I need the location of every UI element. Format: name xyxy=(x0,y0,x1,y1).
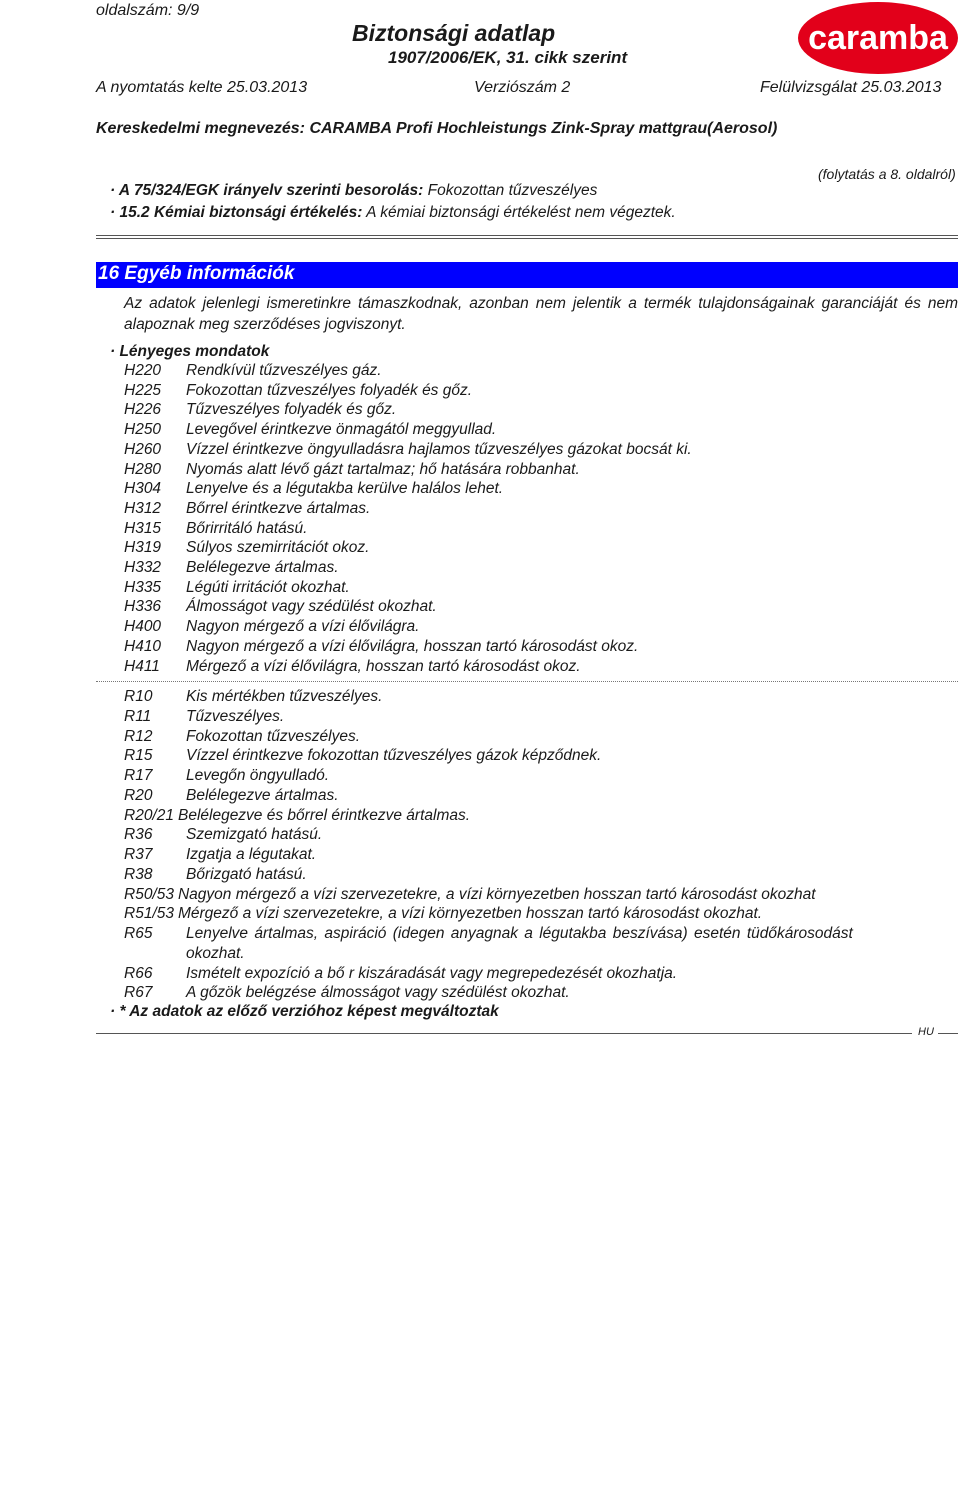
r-phrase-code: R15 xyxy=(124,747,153,765)
h-statement-code: H319 xyxy=(124,539,162,557)
print-date: A nyomtatás kelte 25.03.2013 xyxy=(96,79,308,96)
r-phrase-row xyxy=(124,787,339,805)
r-phrase-text: Tűzveszélyes. xyxy=(186,707,285,725)
h-statement-row xyxy=(124,638,638,656)
h-statement-row xyxy=(124,401,396,419)
h-statement-code: H336 xyxy=(124,598,162,616)
r-phrase-text: Belélegezve ártalmas. xyxy=(186,786,339,804)
page-number: oldalszám: 9/9 xyxy=(96,2,200,19)
h-statement-row xyxy=(124,559,339,577)
r-phrase-row xyxy=(124,886,816,904)
h-statement-text: Belélegezve ártalmas. xyxy=(186,559,339,576)
trade-name: Kereskedelmi megnevezés: CARAMBA Profi Hochleistungs Zink-Spray mattgrau(Aerosol) xyxy=(96,120,778,137)
r-phrase-row xyxy=(124,747,601,765)
changes-note: · * Az adatok az előző verzióhoz képest megváltoztak xyxy=(110,1003,499,1020)
r-phrase-text: A gőzök belégzése álmosságot vagy szédülést okozhat. xyxy=(186,984,570,1002)
footer-line xyxy=(96,1033,912,1034)
h-statement-row xyxy=(124,362,382,380)
r-phrase-code: R67 xyxy=(124,984,153,1002)
language-code: HU xyxy=(918,1026,934,1038)
r-phrase-text: Belélegezve és bőrrel érintkezve ártalmas. xyxy=(177,806,471,824)
h-statement-row xyxy=(124,500,370,518)
h-statement-row xyxy=(124,441,692,459)
r-phrase-row xyxy=(124,866,307,884)
r-phrase-text: Bőrizgató hatású. xyxy=(186,865,307,883)
h-statement-text: Nagyon mérgező a vízi élővilágra, hosszan tartó károsodást okoz. xyxy=(186,637,639,655)
r-phrase-code: R37 xyxy=(124,846,153,863)
h-statement-code: H410 xyxy=(124,637,162,655)
chemical-safety-value: A kémiai biztonsági értékelést nem végeztek. xyxy=(366,204,676,221)
footer-line-end xyxy=(938,1033,958,1034)
r-phrase-code: R50/53 xyxy=(124,885,174,903)
h-statement-row xyxy=(124,461,580,479)
h-statement-text: Légúti irritációt okozhat. xyxy=(186,578,350,596)
h-statement-code: H400 xyxy=(124,618,162,636)
h-statement-text: Nagyon mérgező a vízi élővilágra. xyxy=(186,618,420,636)
r-phrase-text: Mérgező a vízi szervezetekre, a vízi környezetben hosszan tartó károsodást okozhat. xyxy=(177,905,763,923)
r-phrase-row xyxy=(124,925,958,943)
h-statement-code: H312 xyxy=(124,499,162,517)
h-statement-code: H250 xyxy=(124,421,162,439)
logo-text: caramba xyxy=(808,19,948,57)
r-phrase-row xyxy=(124,688,382,706)
r-phrase-row xyxy=(124,984,570,1002)
h-statement-text: Tűzveszélyes folyadék és gőz. xyxy=(186,401,397,419)
h-statement-code: H260 xyxy=(124,440,162,458)
h-statement-code: H220 xyxy=(124,362,162,379)
h-statement-text: Levegővel érintkezve önmagától meggyullad. xyxy=(186,421,497,439)
h-statement-text: Bőrrel érintkezve ártalmas. xyxy=(186,499,371,517)
r-phrase-code: R20/21 xyxy=(124,806,174,824)
r-phrase-row xyxy=(124,708,284,726)
classification-line xyxy=(110,182,597,200)
h-statement-text: Nyomás alatt lévő gázt tartalmaz; hő hatására robbanhat. xyxy=(186,460,580,478)
r-phrase-code: R65 xyxy=(124,925,153,942)
r-phrase-text: Ismételt expozíció a bő r kiszáradását vagy megrepedezését okozhatja. xyxy=(186,964,678,982)
revision-date: Felülvizsgálat 25.03.2013 xyxy=(760,79,942,96)
section-intro: Az adatok jelenlegi ismeretinkre támaszkodnak, azonban nem jelentik a termék tulajdonságainak garanciáját és nem alapoznak meg szerződéses jogviszonyt. xyxy=(124,295,958,333)
r-phrase-code: R51/53 xyxy=(124,905,174,923)
h-statement-row xyxy=(124,421,496,439)
h-statement-row xyxy=(124,382,472,400)
r-phrase-row xyxy=(124,905,762,923)
h-statement-row xyxy=(124,579,350,597)
r-phrase-text: Vízzel érintkezve fokozottan tűzveszélyes gázok képződnek. xyxy=(186,747,602,765)
classification-label: · A 75/324/EGK irányelv szerinti besorolás: xyxy=(110,182,424,199)
r-phrase-row xyxy=(124,728,360,746)
h-statement-row xyxy=(124,658,581,676)
caramba-logo xyxy=(796,0,960,78)
r-phrase-row xyxy=(124,846,316,864)
h-statement-code: H411 xyxy=(124,657,160,675)
r-phrase-code: R36 xyxy=(124,826,153,844)
r-phrase-row xyxy=(124,767,329,785)
h-statement-text: Lenyelve és a légutakba kerülve halálos lehet. xyxy=(186,480,504,498)
h-statement-row xyxy=(124,598,437,616)
r-phrase-text: Kis mértékben tűzveszélyes. xyxy=(186,688,383,705)
r-phrase-code: R66 xyxy=(124,964,153,982)
r-phrase-text: Lenyelve ártalmas, aspiráció (idegen anyagnak a légutakba beszívása) esetén tüdőkárosodást xyxy=(186,925,853,942)
r-phrase-row xyxy=(124,826,322,844)
r-phrase-code: R20 xyxy=(124,786,153,804)
h-statement-text: Vízzel érintkezve öngyulladásra hajlamos tűzveszélyes gázokat bocsát ki. xyxy=(186,440,692,458)
r-phrase-code: R12 xyxy=(124,727,153,745)
r-phrase-text: Szemizgató hatású. xyxy=(186,826,323,844)
dotted-divider xyxy=(96,681,958,682)
document-subtitle: 1907/2006/EK, 31. cikk szerint xyxy=(388,48,628,67)
h-statement-code: H226 xyxy=(124,401,162,419)
version-number: Verziószám 2 xyxy=(474,79,571,96)
h-statement-code: H315 xyxy=(124,519,162,537)
document-title: Biztonsági adatlap xyxy=(352,20,556,46)
r-phrase-code: R11 xyxy=(124,707,152,725)
r-phrase-text: Izgatja a légutakat. xyxy=(186,846,317,863)
r-phrase-text: Levegőn öngyulladó. xyxy=(186,767,330,784)
chemical-safety-label: · 15.2 Kémiai biztonsági értékelés: xyxy=(110,204,363,221)
continued-note: (folytatás a 8. oldalról) xyxy=(818,166,956,182)
h-statement-code: H280 xyxy=(124,460,162,478)
h-statement-text: Súlyos szemirritációt okoz. xyxy=(186,539,370,557)
h-statement-code: H225 xyxy=(124,381,162,399)
h-statement-row xyxy=(124,520,307,538)
h-statement-text: Mérgező a vízi élővilágra, hosszan tartó károsodást okoz. xyxy=(186,657,581,675)
classification-value: Fokozottan tűzveszélyes xyxy=(427,182,598,199)
h-statement-code: H332 xyxy=(124,559,162,576)
relevant-phrases-heading: · Lényeges mondatok xyxy=(110,343,270,360)
r-phrase-row xyxy=(124,807,470,825)
section-title: 16 Egyéb információk xyxy=(98,263,295,284)
h-statement-row xyxy=(124,618,419,636)
h-statement-row xyxy=(124,480,503,498)
section-divider xyxy=(96,235,958,239)
r-phrase-row xyxy=(124,965,677,983)
h-statement-text: Bőrirritáló hatású. xyxy=(186,519,308,537)
h-statement-text: Fokozottan tűzveszélyes folyadék és gőz. xyxy=(186,381,473,399)
r-phrase-text: Fokozottan tűzveszélyes. xyxy=(186,727,361,745)
r-phrase-text: Nagyon mérgező a vízi szervezetekre, a vízi környezetben hosszan tartó károsodást okozhat xyxy=(177,885,816,903)
h-statement-text: Álmosságot vagy szédülést okozhat. xyxy=(186,598,437,616)
h-statement-row xyxy=(124,539,369,557)
h-statement-text: Rendkívül tűzveszélyes gáz. xyxy=(186,362,382,379)
chemical-safety-line xyxy=(110,204,676,222)
r-phrase-code: R38 xyxy=(124,865,153,883)
r-phrase-continuation: okozhat. xyxy=(186,944,245,962)
r-phrase-code: R10 xyxy=(124,688,153,705)
h-statement-code: H335 xyxy=(124,578,162,596)
r-phrase-code: R17 xyxy=(124,767,153,784)
h-statement-code: H304 xyxy=(124,480,162,498)
